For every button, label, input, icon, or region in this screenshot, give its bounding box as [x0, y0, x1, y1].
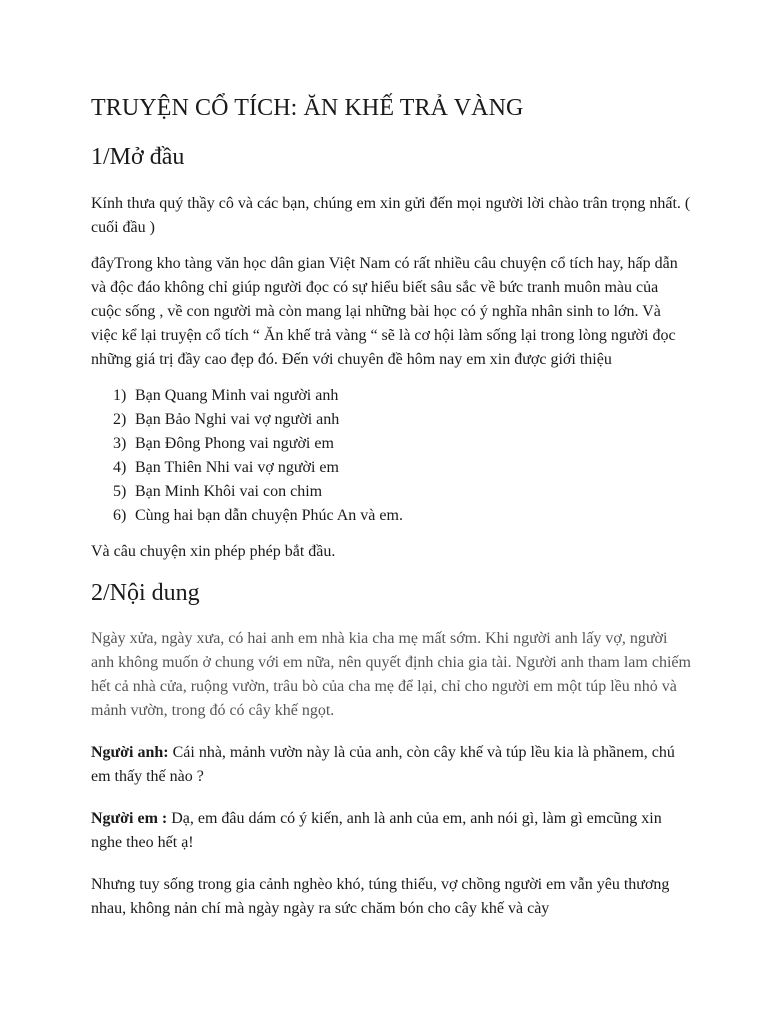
list-item-text: Bạn Quang Minh vai người anh [135, 387, 339, 404]
cast-list [91, 384, 691, 528]
speaker-label: Người anh: [91, 744, 169, 761]
list-item-number: 1) [113, 387, 127, 404]
closing-paragraph: Và câu chuyện xin phép phép bắt đầu. [91, 543, 336, 560]
narration-paragraph: Ngày xửa, ngày xưa, có hai anh em nhà kia cha mẹ mất sớm. Khi người anh lấy vợ, người anh không muốn ở chung với em nữa, nên quyết định chia gia tài. Người anh tham lam chiếm hết cả nhà cửa, ruộng vườn, trâu bò của cha mẹ để lại, chỉ cho người em một túp lều nhỏ và mảnh vườn, trong đó có cây khế ngọt. [91, 630, 691, 719]
list-item-text: Cùng hai bạn dẫn chuyện Phúc An và em. [135, 507, 403, 524]
speaker-label: Người em : [91, 810, 168, 827]
greeting-paragraph: Kính thưa quý thầy cô và các bạn, chúng em xin gửi đến mọi người lời chào trân trọng nhất. ( cuối đầu ) [91, 195, 691, 236]
list-item-number: 6) [113, 507, 127, 524]
list-item-number: 5) [113, 483, 127, 500]
list-item-number: 4) [113, 459, 127, 476]
list-item-text: Bạn Đông Phong vai người em [135, 435, 334, 452]
list-item [91, 384, 691, 408]
list-item-number: 2) [113, 411, 127, 428]
list-item [91, 456, 691, 480]
dialogue-text: Dạ, em đâu dám có ý kiến, anh là anh của em, anh nói gì, làm gì emcũng xin nghe theo hết ạ! [91, 810, 662, 851]
list-item [91, 504, 691, 528]
list-item [91, 480, 691, 504]
list-item-text: Bạn Bảo Nghi vai vợ người anh [135, 411, 340, 428]
list-item [91, 432, 691, 456]
list-item [91, 408, 691, 432]
continuation-paragraph: Nhưng tuy sống trong gia cảnh nghèo khó, túng thiếu, vợ chồng người em vẫn yêu thương nhau, không nản chí mà ngày ngày ra sức chăm bón cho cây khế và cày [91, 876, 670, 917]
dialogue-text: Cái nhà, mảnh vườn này là của anh, còn cây khế và túp lều kia là phầnem, chú em thấy thế nào ? [91, 744, 675, 785]
document-title: TRUYỆN CỔ TÍCH: ĂN KHẾ TRẢ VÀNG [91, 95, 524, 121]
dialogue-younger-brother [91, 807, 691, 855]
list-item-number: 3) [113, 435, 127, 452]
intro-paragraph: đâyTrong kho tàng văn học dân gian Việt Nam có rất nhiều câu chuyện cổ tích hay, hấp dẫn và độc đáo không chỉ giúp người đọc có sự hiểu biết sâu sắc về bức tranh muôn màu của cuộc sống , về con người mà còn mang lại những bài học có ý nghĩa nhân sinh to lớn. Và việc kể lại truyện cổ tích “ Ăn khế trả vàng “ sẽ là cơ hội làm sống lại trong lòng người đọc những giá trị đầy cao đẹp đó. Đến với chuyên đề hôm nay em xin được giới thiệu [91, 255, 678, 368]
dialogue-older-brother [91, 741, 691, 789]
section-heading-intro: 1/Mở đầu [91, 144, 185, 170]
list-item-text: Bạn Thiên Nhi vai vợ người em [135, 459, 339, 476]
section-heading-content: 2/Nội dung [91, 580, 200, 606]
document-page [91, 92, 691, 921]
list-item-text: Bạn Minh Khôi vai con chim [135, 483, 323, 500]
